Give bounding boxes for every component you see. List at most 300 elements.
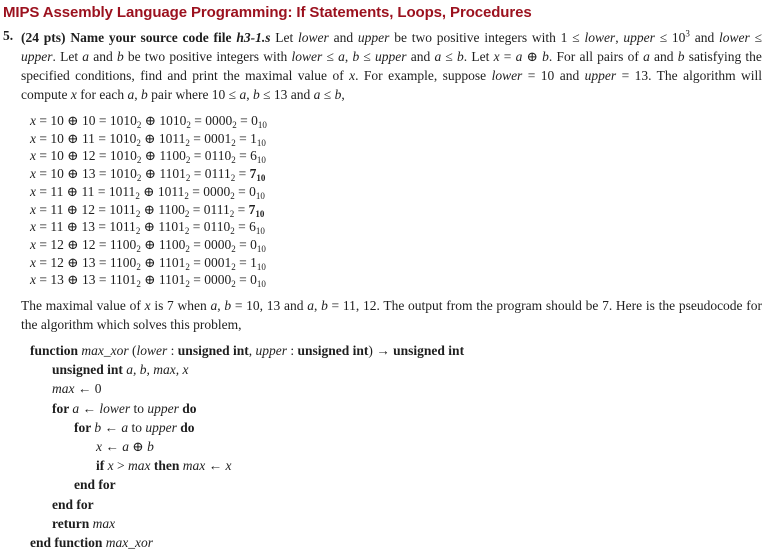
- xor-symbol: ⊕: [140, 201, 159, 217]
- result-value: 1: [250, 254, 257, 270]
- seg: 11: [81, 183, 95, 199]
- seg: lower: [298, 30, 329, 45]
- seg: ←: [102, 439, 123, 455]
- seg: =: [95, 166, 110, 182]
- seg: =: [189, 219, 204, 235]
- seg: =: [189, 201, 204, 217]
- seg: 10: [50, 113, 64, 128]
- pseudocode-line: [96, 456, 762, 475]
- var-x: x: [30, 219, 36, 235]
- var-x: x: [30, 148, 36, 164]
- seg: lower: [491, 68, 523, 83]
- seg: 1011: [158, 130, 186, 146]
- seg: =: [234, 219, 250, 235]
- base-subscript: 2: [230, 173, 236, 184]
- seg: satisfying the specified conditions, find and print the maximal value of: [21, 49, 762, 83]
- seg: 1010: [109, 113, 137, 128]
- seg: 1010: [109, 166, 137, 182]
- result-value: 0: [249, 183, 256, 199]
- seg: b: [140, 87, 148, 102]
- equation-row: [30, 236, 762, 254]
- seg: ≤ 13 and: [259, 87, 314, 102]
- seg: lower: [719, 30, 750, 45]
- keyword: return: [52, 515, 93, 531]
- seg: 1010: [109, 130, 137, 146]
- exponent: 3: [685, 28, 690, 39]
- seg: upper: [623, 30, 655, 45]
- seg: =: [36, 254, 51, 270]
- pseudocode-line: [74, 418, 762, 437]
- seg: =: [94, 219, 110, 235]
- base-subscript: 2: [135, 226, 141, 237]
- problem-statement: [21, 28, 762, 104]
- var-x: x: [30, 130, 36, 146]
- seg: =: [36, 272, 51, 288]
- seg: 0001: [204, 254, 232, 270]
- seg: =: [36, 201, 51, 217]
- seg: =: [36, 113, 51, 128]
- seg: x: [70, 87, 77, 102]
- base-subscript: 2: [229, 208, 235, 219]
- seg: a: [239, 87, 247, 102]
- seg: to: [128, 419, 146, 435]
- seg: 0110: [204, 148, 232, 164]
- seg: upper: [357, 30, 390, 45]
- pseudocode-line: [96, 437, 762, 456]
- seg: =: [189, 236, 205, 252]
- base-subscript: 2: [136, 279, 141, 290]
- keyword: if: [96, 458, 108, 474]
- seg: a: [338, 49, 345, 64]
- seg: 0000: [205, 113, 233, 128]
- seg: 11: [81, 130, 95, 146]
- xor-symbol: ⊕: [141, 113, 160, 128]
- var-x: x: [30, 254, 36, 270]
- seg: b: [224, 298, 232, 314]
- type-name: unsigned int: [52, 362, 127, 378]
- seg: ≤: [749, 30, 762, 45]
- pseudocode-line: [30, 533, 762, 552]
- seg: =: [235, 148, 251, 164]
- xor-symbol: ⊕: [141, 166, 160, 182]
- seg: b: [677, 49, 685, 64]
- seg: =: [95, 254, 110, 270]
- keyword: do: [180, 419, 195, 435]
- seg: 1101: [158, 272, 186, 288]
- seg: = 10 and: [522, 68, 585, 83]
- xor-symbol: ⊕: [140, 254, 159, 270]
- seg: =: [235, 130, 251, 146]
- seg: (: [128, 343, 137, 359]
- seg: 1101: [158, 219, 185, 235]
- seg: ← 0: [74, 381, 102, 397]
- base-subscript: 2: [136, 155, 142, 166]
- base-subscript: 10: [256, 261, 266, 272]
- base-subscript: 2: [184, 226, 190, 237]
- base-subscript: 10: [255, 226, 265, 237]
- function-name: max_xor: [81, 343, 129, 359]
- seg: 1101: [109, 272, 137, 288]
- seg: b: [457, 49, 464, 64]
- seg: 13: [81, 272, 96, 288]
- seg: 1011: [108, 183, 136, 199]
- seg: =: [235, 272, 251, 288]
- seg: a: [121, 419, 129, 435]
- equation-row: [30, 183, 762, 201]
- seg: a: [210, 298, 218, 314]
- seg: :: [286, 343, 298, 359]
- seg: be two positive integers with 1 ≤: [389, 30, 585, 45]
- seg: pair where 10 ≤: [147, 87, 240, 102]
- var-x: x: [30, 272, 36, 288]
- seg: ←: [79, 400, 100, 416]
- xor-symbol: ⊕: [522, 49, 543, 64]
- seg: for each: [76, 87, 128, 102]
- var-x: x: [30, 201, 36, 217]
- seg: =: [95, 236, 110, 252]
- base-subscript: 10: [255, 208, 265, 219]
- pseudocode-line: [52, 495, 762, 514]
- seg: 11: [50, 201, 64, 217]
- seg: 11: [50, 219, 64, 235]
- seg: max: [182, 458, 206, 474]
- seg: =: [190, 113, 206, 128]
- seg: lower: [291, 49, 323, 64]
- base-subscript: 2: [136, 120, 142, 130]
- xor-computation-list: [30, 112, 762, 289]
- seg: ≤: [359, 49, 376, 64]
- equation-row: [30, 271, 762, 289]
- base-subscript: 2: [136, 261, 141, 272]
- seg: ,: [248, 343, 256, 359]
- seg: upper: [145, 419, 177, 435]
- seg: max: [92, 515, 116, 531]
- seg: 1100: [159, 148, 186, 164]
- seg: 13: [81, 254, 96, 270]
- seg: b: [321, 298, 328, 314]
- seg: max: [52, 381, 75, 397]
- seg: (24 pts) Name your source code file: [21, 30, 237, 45]
- base-subscript: 2: [230, 190, 235, 201]
- seg: ,: [615, 30, 624, 45]
- base-subscript: 2: [230, 226, 235, 237]
- pseudocode-line: [52, 514, 762, 533]
- pseudocode-line: [52, 399, 762, 418]
- xor-symbol: ⊕: [63, 272, 82, 288]
- seg: and: [89, 49, 117, 64]
- seg: >: [113, 458, 128, 474]
- seg: upper: [147, 400, 179, 416]
- seg: ≤: [441, 49, 458, 64]
- base-subscript: 2: [135, 190, 140, 201]
- seg: = 11, 12. The output from the program should be 7. Here is the pseudocode for the algorithm which solves this problem,: [21, 298, 763, 333]
- seg: =: [36, 130, 51, 146]
- keyword: end for: [52, 496, 94, 512]
- seg: 10: [50, 166, 64, 182]
- seg: 10: [50, 148, 64, 164]
- seg: max: [128, 458, 151, 474]
- seg: 0110: [203, 219, 231, 235]
- seg: is 7 when: [150, 298, 211, 314]
- seg: =: [36, 183, 51, 199]
- seg: =: [190, 148, 205, 164]
- base-subscript: 2: [231, 137, 236, 148]
- seg: 10: [50, 130, 64, 146]
- result-value: 1: [250, 130, 257, 146]
- max-result-value: 7: [249, 166, 257, 182]
- seg: x: [144, 298, 151, 314]
- seg: x: [96, 439, 102, 455]
- xor-symbol: ⊕: [141, 148, 160, 164]
- pseudocode-line: [30, 341, 762, 360]
- keyword: then: [150, 458, 183, 474]
- seg: ≤: [322, 49, 339, 64]
- keyword: end function: [30, 535, 106, 551]
- equation-row: [30, 112, 762, 130]
- seg: 12: [81, 201, 95, 217]
- problem-number: 5.: [3, 28, 14, 43]
- base-subscript: 10: [256, 155, 266, 166]
- var-x: x: [30, 166, 36, 182]
- seg: =: [36, 236, 51, 252]
- base-subscript: 2: [232, 120, 237, 130]
- base-subscript: 2: [136, 137, 141, 148]
- base-subscript: 2: [231, 155, 236, 166]
- base-subscript: 2: [185, 155, 191, 166]
- result-value: 6: [250, 148, 257, 164]
- var-x: x: [30, 113, 36, 128]
- seg: . Let: [52, 49, 83, 64]
- seg: be two positive integers with: [123, 49, 292, 64]
- seg: x: [493, 49, 500, 64]
- seg: 1100: [158, 236, 186, 252]
- seg: =: [499, 49, 516, 64]
- base-subscript: 2: [185, 137, 190, 148]
- seg: :: [167, 343, 178, 359]
- seg: 10: [81, 113, 96, 128]
- base-subscript: 2: [185, 173, 191, 184]
- seg: 1100: [109, 236, 137, 252]
- seg: upper: [21, 49, 53, 64]
- seg: . For all pairs of: [548, 49, 644, 64]
- seg: =: [235, 254, 251, 270]
- seg: . Let: [463, 49, 494, 64]
- seg: =: [36, 148, 51, 164]
- seg: 12: [81, 236, 96, 252]
- seg: upper: [375, 49, 407, 64]
- xor-symbol: ⊕: [140, 236, 159, 252]
- seg: upper: [255, 343, 287, 359]
- xor-symbol: ⊕: [63, 254, 82, 270]
- base-subscript: 10: [255, 190, 265, 201]
- seg: 13: [50, 272, 64, 288]
- seg: and: [328, 30, 358, 45]
- seg: 1010: [159, 113, 187, 128]
- seg: . For example, suppose: [355, 68, 492, 83]
- var-x: x: [30, 183, 36, 199]
- seg: x: [107, 458, 114, 474]
- function-name: max_xor: [105, 535, 154, 551]
- seg: ,: [217, 298, 225, 314]
- keyword: for: [52, 400, 73, 416]
- result-value: 6: [249, 219, 256, 235]
- seg: 12: [50, 236, 64, 252]
- seg: x: [225, 458, 232, 474]
- max-result-value: 7: [248, 201, 256, 217]
- xor-symbol: ⊕: [140, 272, 159, 288]
- xor-symbol: ⊕: [63, 113, 82, 128]
- seg: b: [94, 419, 102, 435]
- base-subscript: 10: [256, 279, 266, 290]
- keyword: end for: [74, 477, 116, 493]
- seg: 12: [50, 254, 64, 270]
- pseudocode-line: [74, 475, 762, 494]
- seg: =: [36, 219, 51, 235]
- seg: Let: [270, 30, 299, 45]
- equation-row: [30, 218, 762, 236]
- xor-symbol: ⊕: [63, 219, 82, 235]
- pseudocode-line: [52, 360, 762, 379]
- base-subscript: 2: [136, 243, 141, 254]
- seg: ,: [134, 87, 141, 102]
- seg: a: [127, 87, 135, 102]
- seg: a: [307, 298, 314, 314]
- base-subscript: 2: [136, 173, 142, 184]
- xor-symbol: ⊕: [139, 183, 158, 199]
- seg: and: [689, 30, 719, 45]
- base-subscript: 2: [184, 208, 190, 219]
- xor-symbol: ⊕: [140, 130, 159, 146]
- base-subscript: 10: [256, 137, 266, 148]
- type-name: unsigned int: [177, 343, 249, 359]
- seg: a: [82, 49, 90, 64]
- seg: 13: [81, 166, 96, 182]
- base-subscript: 2: [186, 120, 191, 130]
- seg: a: [313, 87, 321, 102]
- seg: x: [349, 68, 356, 83]
- seg: ←: [101, 419, 122, 435]
- base-subscript: 2: [185, 279, 190, 290]
- xor-symbol: ⊕: [63, 201, 82, 217]
- type-name: unsigned int: [297, 343, 369, 359]
- seg: a: [72, 400, 80, 416]
- seg: 0000: [204, 236, 232, 252]
- pseudocode-line: [52, 379, 762, 398]
- seg: b: [334, 87, 342, 102]
- seg: 13: [81, 219, 95, 235]
- filename: h3-1.s: [236, 30, 271, 45]
- seg: 0111: [204, 166, 231, 182]
- seg: =: [95, 113, 110, 128]
- base-subscript: 2: [185, 243, 190, 254]
- seg: ,: [341, 87, 345, 102]
- base-subscript: 10: [256, 243, 266, 254]
- xor-symbol: ⊕: [63, 166, 82, 182]
- base-subscript: 2: [185, 261, 190, 272]
- base-subscript: 2: [231, 243, 236, 254]
- seg: 0000: [204, 272, 232, 288]
- seg: upper: [584, 68, 617, 83]
- seg: 12: [81, 148, 96, 164]
- seg: b: [352, 49, 360, 64]
- seg: ≤: [320, 87, 335, 102]
- xor-symbol: ⊕: [63, 183, 82, 199]
- base-subscript: 2: [231, 261, 236, 272]
- seg: 1100: [158, 201, 185, 217]
- seg: a: [643, 49, 650, 64]
- result-paragraph: [21, 296, 762, 334]
- equation-row: [30, 130, 762, 148]
- seg: b: [147, 439, 154, 455]
- seg: =: [94, 130, 110, 146]
- pseudocode-block: [30, 341, 762, 552]
- seg: =: [95, 272, 110, 288]
- seg: =: [95, 148, 110, 164]
- seg: =: [189, 254, 205, 270]
- seg: and: [406, 49, 435, 64]
- base-subscript: 2: [135, 208, 141, 219]
- base-subscript: 10: [257, 120, 267, 130]
- seg: The maximal value of: [21, 298, 145, 314]
- page-title: MIPS Assembly Language Programming: If Statements, Loops, Procedures: [3, 4, 532, 21]
- seg: lower: [584, 30, 616, 45]
- seg: =: [188, 183, 204, 199]
- seg: 11: [50, 183, 64, 199]
- seg: ←: [205, 458, 226, 474]
- seg: =: [94, 201, 110, 217]
- seg: ≤ 10: [654, 30, 686, 45]
- seg: lower: [99, 400, 131, 416]
- seg: lower: [136, 343, 168, 359]
- seg: ,: [344, 49, 353, 64]
- seg: a: [122, 439, 129, 455]
- seg: =: [190, 166, 205, 182]
- problem-5: [3, 28, 762, 552]
- base-subscript: 2: [231, 279, 236, 290]
- seg: 1101: [159, 166, 186, 182]
- seg: a, b, max, x: [126, 362, 189, 378]
- xor-symbol: ⊕: [140, 219, 159, 235]
- keyword: for: [74, 419, 95, 435]
- equation-row: [30, 147, 762, 165]
- seg: =: [189, 272, 205, 288]
- seg: 0111: [203, 201, 230, 217]
- seg: = 10, 13 and: [231, 298, 308, 314]
- base-subscript: 2: [184, 190, 189, 201]
- seg: a: [515, 49, 523, 64]
- seg: =: [235, 236, 251, 252]
- equation-row: [30, 201, 762, 219]
- seg: a: [434, 49, 442, 64]
- seg: ,: [246, 87, 253, 102]
- seg: 1011: [157, 183, 185, 199]
- result-value: 0: [251, 113, 258, 128]
- seg: =: [189, 130, 205, 146]
- seg: b: [252, 87, 260, 102]
- seg: =: [235, 166, 250, 182]
- xor-symbol: ⊕: [63, 236, 82, 252]
- arrow-symbol: ) →: [368, 343, 394, 359]
- seg: to: [130, 400, 148, 416]
- xor-symbol: ⊕: [63, 130, 82, 146]
- seg: 1101: [158, 254, 186, 270]
- seg: and: [649, 49, 678, 64]
- base-subscript: 10: [256, 173, 266, 184]
- seg: =: [234, 201, 249, 217]
- seg: 1010: [109, 148, 137, 164]
- seg: =: [36, 166, 51, 182]
- keyword: do: [182, 400, 197, 416]
